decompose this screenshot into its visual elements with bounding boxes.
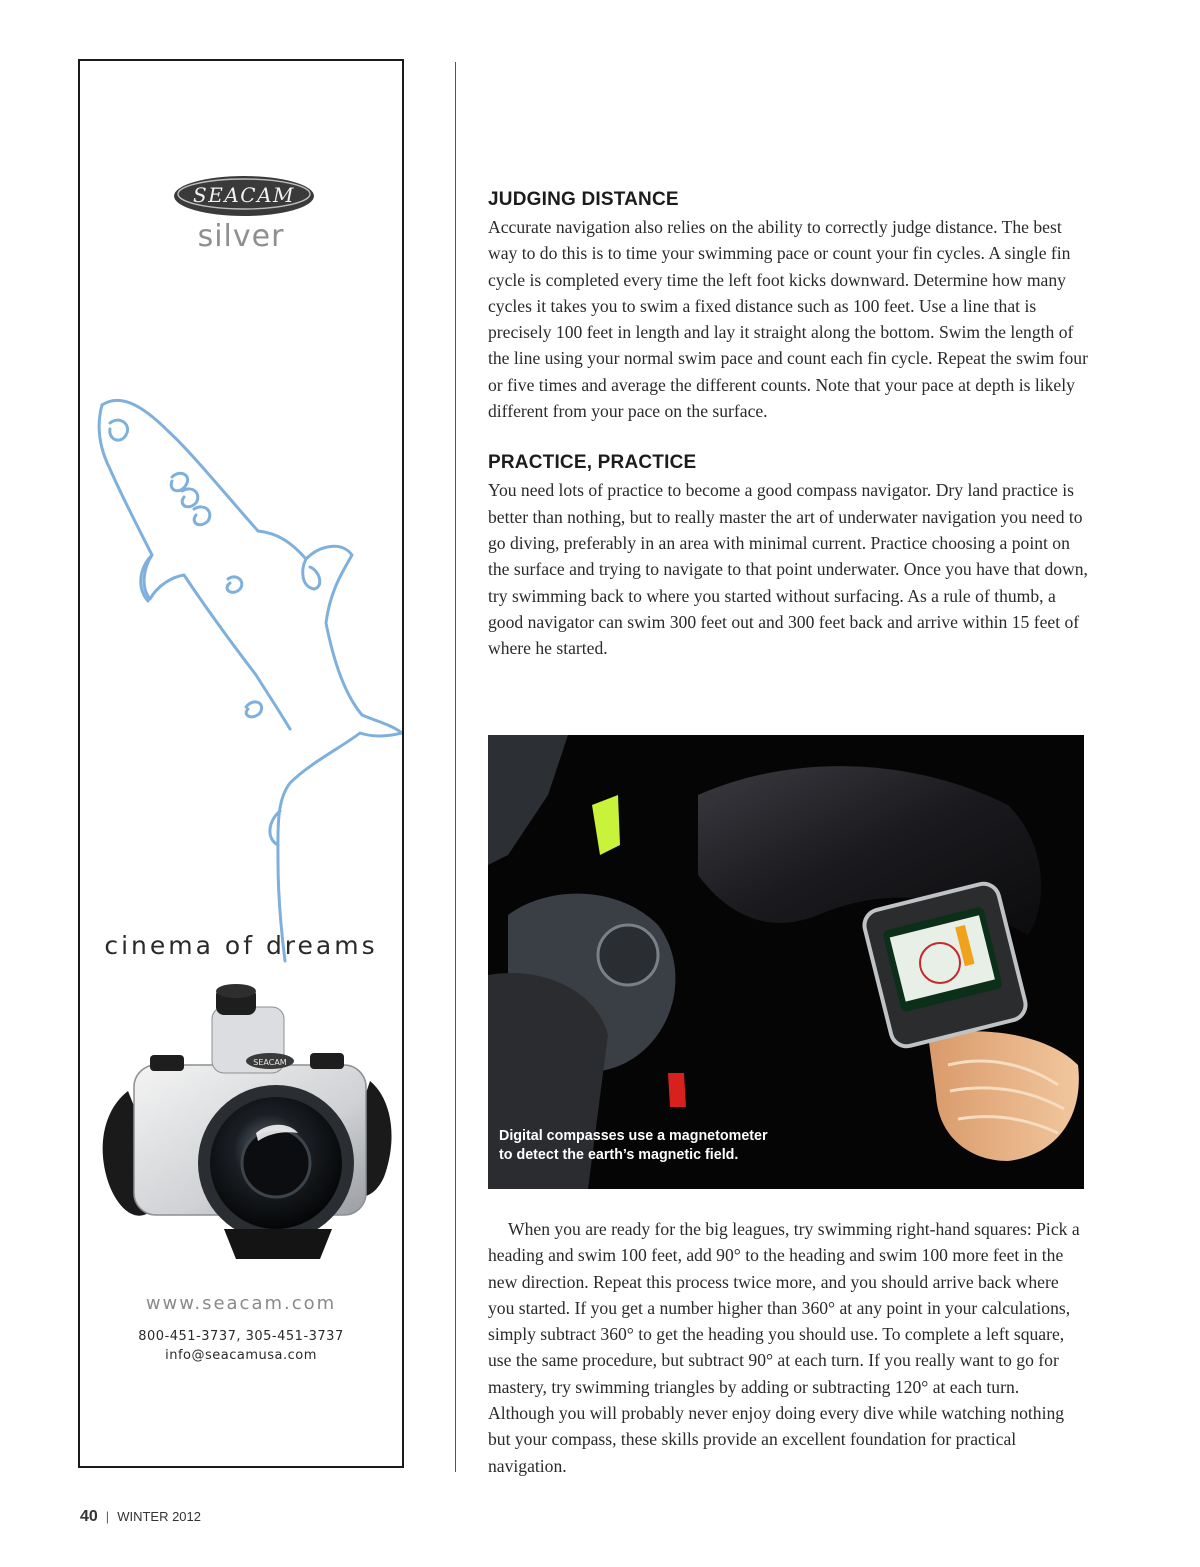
page-number: 40 (80, 1508, 98, 1525)
article-column (488, 186, 1088, 661)
footer-separator: | (105, 1509, 110, 1524)
photo-caption-line-1: Digital compasses use a magnetometer (499, 1128, 768, 1144)
photo-caption (499, 1127, 799, 1164)
shark-line-art-icon (80, 391, 404, 1011)
diver-compass-photo (488, 735, 1084, 1189)
seacam-logo-text: SEACAM (193, 183, 295, 207)
seacam-advertisement (78, 59, 404, 1468)
diver-wrist-compass-icon (488, 735, 1084, 1189)
paragraph-judging-distance: Accurate navigation also relies on the ability to correctly judge distance. The best way to do this is to time your swimming pace or count your fin cycles. A single fin cycle is completed every time the left foot kicks downward. Determine how many cycles it takes you to swim a fixed distance such as 100 feet. Use a line that is precisely 100 feet in length and lay it straight along the bottom. Swim the length of the line using your normal swim pace and count each fin cycle. Repeat the swim four or five times and average the different counts. Note that your pace at depth is likely different from your pace on the surface. (488, 217, 1088, 422)
paragraph-right-hand-squares: When you are ready for the big leagues, try swimming right-hand squares: Pick a heading and swim 100 feet, add 90° to the heading and swim 100 more feet in the new direction. Repeat this process twice more, and you should arrive back where you started. If you get a number higher than 360° at any point in your calculations, simply subtract 360° to get the heading you should use. To complete a left square, use the same procedure, but subtract 90° at each turn. If you really want to go for mastery, try swimming triangles by adding or subtracting 120° at each turn. Although you will probably never enjoy doing every dive while watching nothing but your compass, these skills provide an excellent foundation for practical navigation. (488, 1219, 1080, 1476)
article-continued (488, 1216, 1088, 1479)
seacam-silver-label: silver (197, 219, 285, 254)
housing-badge-text: SEACAM (253, 1058, 287, 1067)
ad-phone-numbers: 800-451-3737, 305-451-3737 (138, 1329, 344, 1344)
ad-email[interactable]: info@seacamusa.com (165, 1348, 317, 1363)
camera-housing-icon (88, 981, 400, 1271)
ad-tagline: cinema of dreams (104, 931, 378, 960)
seacam-logo (172, 173, 316, 219)
page-footer (80, 1506, 201, 1528)
issue-label: WINTER 2012 (117, 1509, 201, 1524)
heading-judging-distance: JUDGING DISTANCE (488, 189, 679, 210)
photo-caption-line-2: to detect the earth’s magnetic field. (499, 1146, 739, 1163)
column-divider (455, 62, 456, 1472)
heading-practice: PRACTICE, PRACTICE (488, 452, 697, 474)
paragraph-practice: You need lots of practice to become a good compass navigator. Dry land practice is better than nothing, but to really master the art of underwater navigation you need to go diving, preferably in an area with minimal current. Practice choosing a point on the surface and trying to navigate to that point underwater. Once you have that down, try swimming back to where you started without surfacing. As a rule of thumb, a good navigator can swim 300 feet out and 300 feet back and arrive within 15 feet of where he started. (488, 480, 1088, 659)
ad-website[interactable]: www.seacam.com (145, 1293, 337, 1314)
